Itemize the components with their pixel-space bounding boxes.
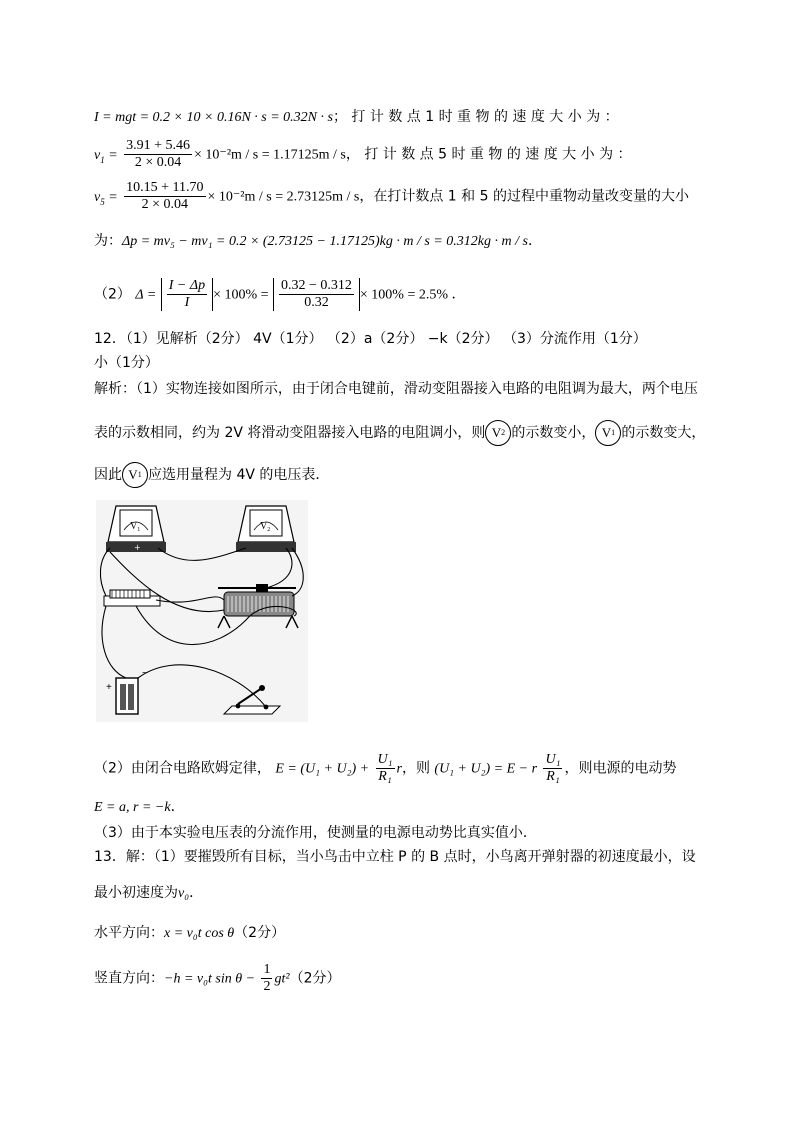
fig-v1-label: $V_1$ [130,521,141,533]
vertical-eq-line: 竖直方向：−h = v₀t sin θ − $\frac{1}{2}$ gt²（2分） [94,962,341,994]
ohm-law-line: （2）由闭合电路欧姆定律， E = (U₁ + U₂) + $\frac{\text{U₁}}{\text{R₁}}$ r，则 (U₁ + U₂) = E − r $\frac{\text{U₁}}{\text{R₁}}$ ，则电源的电动势 [94,752,677,784]
analysis-line-2: 表的示数相同，约为 2V 将滑动变阻器接入电路的电阻调小，则 V 2 的示数变小， V 1 的示数变大， [94,420,705,446]
emf-equation-1: E = (U₁ + U₂) + [275,761,370,777]
circuit-diagram [96,500,308,722]
vertical-equation: −h = v₀t sin θ − [164,971,256,987]
horizontal-eq-line: 水平方向：x = v₀t cos θ（2分） [94,925,286,941]
abs-value-1: $\frac{I - \Delta p}{I}$ [161,278,213,311]
emf-equation-2: (U₁ + U₂) = E − r [434,761,538,777]
relative-error-line: （2） Δ = $\frac{I - \Delta p}{I}$ × 100% = $\frac{0.32 - 0.312}{0.32}$ × 100% = 2.5% ． [94,278,466,310]
v5-text: ，在打计数点 1 和 5 的过程中重物动量改变量的大小 [359,188,689,205]
v0-symbol: v₀ [178,886,190,901]
impulse-text: ； 打 计 数 点 1 时 重 物 的 速 度 大 小 为 ： [332,109,619,125]
impulse-equation: I = mgt = 0.2 × 10 × 0.16N · s = 0.32N · s [94,110,333,125]
v1-symbol: $v_1$ = [94,147,118,165]
emf-result: E = a, r = −k [94,800,171,815]
analysis-line-1: 解析：（1）实物连接如图所示，由于闭合电键前，滑动变阻器接入电路的电阻调为最大，两个电压 [94,381,698,397]
v5-fraction: $\frac{10.15 + 11.70}{2 \times 0.04}$ [126,180,204,212]
battery-minus: − [142,668,148,679]
svg-text:+: + [134,543,141,552]
horizontal-equation: x = v₀t cos θ [164,926,235,941]
voltmeter-v2-symbol: V 2 [485,420,511,446]
voltmeter-v2 [236,506,296,552]
q13-line-1: 13．解：（1）要摧毁所有目标，当小鸟击中立柱 P 的 B 点时，小鸟离开弹射器的初速度最小，设 [94,849,696,865]
analysis-line-3: 因此 V 1 应选用量程为 4V 的电压表． [94,462,329,488]
q12-answer-line: 12．（1）见解析（2分） 4V（1分） （2）a（2分） −k（2分） （3）分流作用（1分） [94,331,647,347]
part3-line: （3）由于本实验电压表的分流作用，使测量的电源电动势比真实值小． [94,825,537,841]
abs-value-2: $\frac{0.32 - 0.312}{0.32}$ [273,278,360,311]
v5-result: × 10⁻²m / s = 2.73125m / s [207,189,360,205]
impulse-line [94,108,619,127]
v5-symbol: $v_5$ = [94,189,118,207]
v1-result: × 10⁻²m / s = 1.17125m / s [194,147,346,163]
u1-over-r1-fraction-2: $\frac{\text{U₁}}{\text{R₁}}$ [545,752,561,784]
v1-line [94,138,632,171]
u1-over-r1-fraction: $\frac{\text{U₁}}{\text{R₁}}$ [377,752,393,784]
voltmeter-v1-symbol: V 1 [595,420,621,446]
voltmeter-v1 [106,506,166,552]
momentum-equation: Δp = mv₅ − mv₁ = 0.2 × (2.73125 − 1.17125)kg · m / s = 0.312kg · m / s [122,234,528,249]
momentum-change-line: 为：Δp = mv₅ − mv₁ = 0.2 × (2.73125 − 1.17125)kg · m / s = 0.312kg · m / s． [94,233,542,249]
fig-v2-label: $V_2$ [260,521,271,533]
v5-line [94,180,689,213]
one-half-fraction: $\frac{1}{2}$ [263,962,271,994]
q12-answer-line-2: 小（1分） [94,355,159,371]
emf-result-line: E = a, r = −k． [94,799,185,815]
q13-line-2: 最小初速度为v₀． [94,885,204,901]
battery-plus: + [106,682,112,693]
v1-text: ， 打 计 数 点 5 时 重 物 的 速 度 大 小 为 ： [345,146,632,163]
v1-fraction: $\frac{3.91 + 5.46}{2 \times 0.04}$ [126,138,191,170]
voltmeter-v1-symbol-2: V 1 [122,462,148,488]
